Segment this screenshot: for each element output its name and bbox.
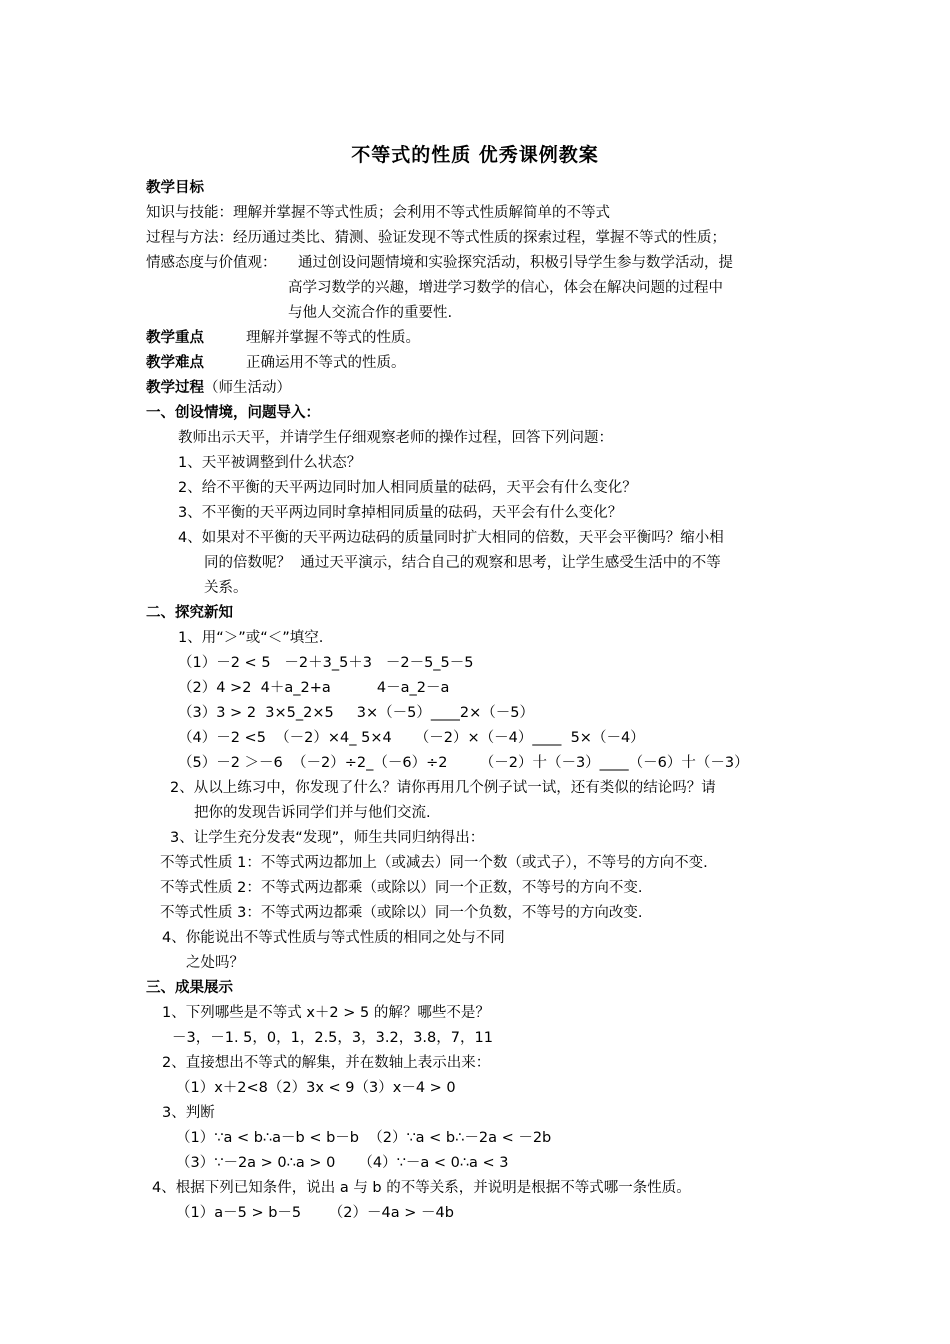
- section1-line: 3、不平衡的天平两边同时拿掉相同质量的砝码，天平会有什么变化？: [178, 505, 623, 521]
- section3-line: 2、直接想出不等式的解集，并在数轴上表示出来：: [162, 1055, 491, 1071]
- section3-line: （1）∵a < b∴a－b < b－b （2）∵a < b∴－2a < －2b: [176, 1130, 552, 1146]
- objectives-heading: 教学目标: [146, 180, 204, 196]
- objective-attitude-label: 情感态度与价值观：: [146, 255, 277, 271]
- section3-line: 3、判断: [162, 1105, 215, 1121]
- process-heading-note: （师生活动）: [204, 380, 291, 396]
- key-point-text: 理解并掌握不等式的性质。: [246, 330, 420, 346]
- section2-line: （3）3 > 2 3×5_2×5 3×（－5）____2×（－5）: [178, 705, 534, 721]
- section3-line: －3，－1. 5，0，1，2.5，3，3.2，3.8，7，11: [172, 1030, 493, 1046]
- objective-attitude-line: 高学习数学的兴趣，增进学习数学的信心，体会在解决问题的过程中: [288, 280, 723, 296]
- section2-line: 不等式性质 2：不等式两边都乘（或除以）同一个正数，不等号的方向不变.: [160, 880, 643, 896]
- section2-line: （2）4 >2 4＋a_2+a 4－a_2－a: [178, 680, 450, 696]
- key-point-label: 教学重点: [146, 330, 204, 346]
- document-title: 不等式的性质 优秀课例教案: [351, 144, 599, 166]
- section3-line: （3）∵－2a > 0∴a > 0 （4）∵－a < 0∴a < 3: [176, 1155, 509, 1171]
- section1-heading: 一、创设情境，问题导入：: [146, 405, 320, 421]
- objective-attitude-line: 通过创设问题情境和实验探究活动，积极引导学生参与数学活动，提: [298, 255, 733, 271]
- section2-line: 之处吗？: [186, 955, 244, 971]
- section1-line: 1、天平被调整到什么状态？: [178, 455, 362, 471]
- section2-line: 1、用“＞”或“＜”填空.: [178, 630, 324, 646]
- section2-line: 3、让学生充分发表“发现”，师生共同归纳得出：: [170, 830, 485, 846]
- section3-line: 4、根据下列已知条件，说出 a 与 b 的不等关系，并说明是根据不等式哪一条性质。: [152, 1180, 691, 1196]
- section2-line: （4）－2 <5 （－2）×4_ 5×4 （－2）×（－4）____ 5×（－4）: [178, 730, 645, 746]
- section2-line: 4、你能说出不等式性质与等式性质的相同之处与不同: [162, 930, 505, 946]
- section2-line: 把你的发现告诉同学们并与他们交流.: [194, 805, 431, 821]
- objective-knowledge: 知识与技能：理解并掌握不等式性质；会利用不等式性质解简单的不等式: [146, 205, 610, 221]
- process-heading-bold: 教学过程: [146, 380, 204, 396]
- section1-line: 2、给不平衡的天平两边同时加人相同质量的砝码，天平会有什么变化？: [178, 480, 637, 496]
- section3-heading: 三、成果展示: [146, 980, 233, 996]
- section1-line: 关系。: [204, 580, 248, 596]
- section2-line: （1）－2 < 5 －2＋3_5＋3 －2－5_5－5: [178, 655, 474, 671]
- section2-line: 不等式性质 1：不等式两边都加上（或减去）同一个数（或式子），不等号的方向不变.: [160, 855, 708, 871]
- difficulty-text: 正确运用不等式的性质。: [246, 355, 406, 371]
- objective-attitude-line: 与他人交流合作的重要性.: [288, 305, 453, 321]
- section2-line: 不等式性质 3：不等式两边都乘（或除以）同一个负数，不等号的方向改变.: [160, 905, 643, 921]
- process-heading: [146, 378, 291, 398]
- section3-line: 1、下列哪些是不等式 x＋2 > 5 的解？哪些不是？: [162, 1005, 490, 1021]
- section2-line: 2、从以上练习中，你发现了什么？请你再用几个例子试一试，还有类似的结论吗？请: [170, 780, 716, 796]
- section1-line: 4、如果对不平衡的天平两边砝码的质量同时扩大相同的倍数，天平会平衡吗？缩小相: [178, 530, 724, 546]
- objective-process: 过程与方法：经历通过类比、猜测、验证发现不等式性质的探索过程，掌握不等式的性质；: [146, 230, 726, 246]
- section2-heading: 二、探究新知: [146, 605, 233, 621]
- difficulty-label: 教学难点: [146, 355, 204, 371]
- section2-line: （5）－2 ＞－6 （－2）÷2_（－6）÷2 （－2）十（－3）____（－6）十（－3）: [178, 755, 749, 771]
- section1-line: 同的倍数呢？ 通过天平演示，结合自己的观察和思考，让学生感受生活中的不等: [204, 555, 721, 571]
- section1-line: 教师出示天平，并请学生仔细观察老师的操作过程，回答下列问题：: [178, 430, 613, 446]
- section3-line: （1）a－5 > b－5 （2）－4a > －4b: [176, 1205, 454, 1221]
- section3-line: （1）x＋2<8（2）3x < 9（3）x－4 > 0: [176, 1080, 456, 1096]
